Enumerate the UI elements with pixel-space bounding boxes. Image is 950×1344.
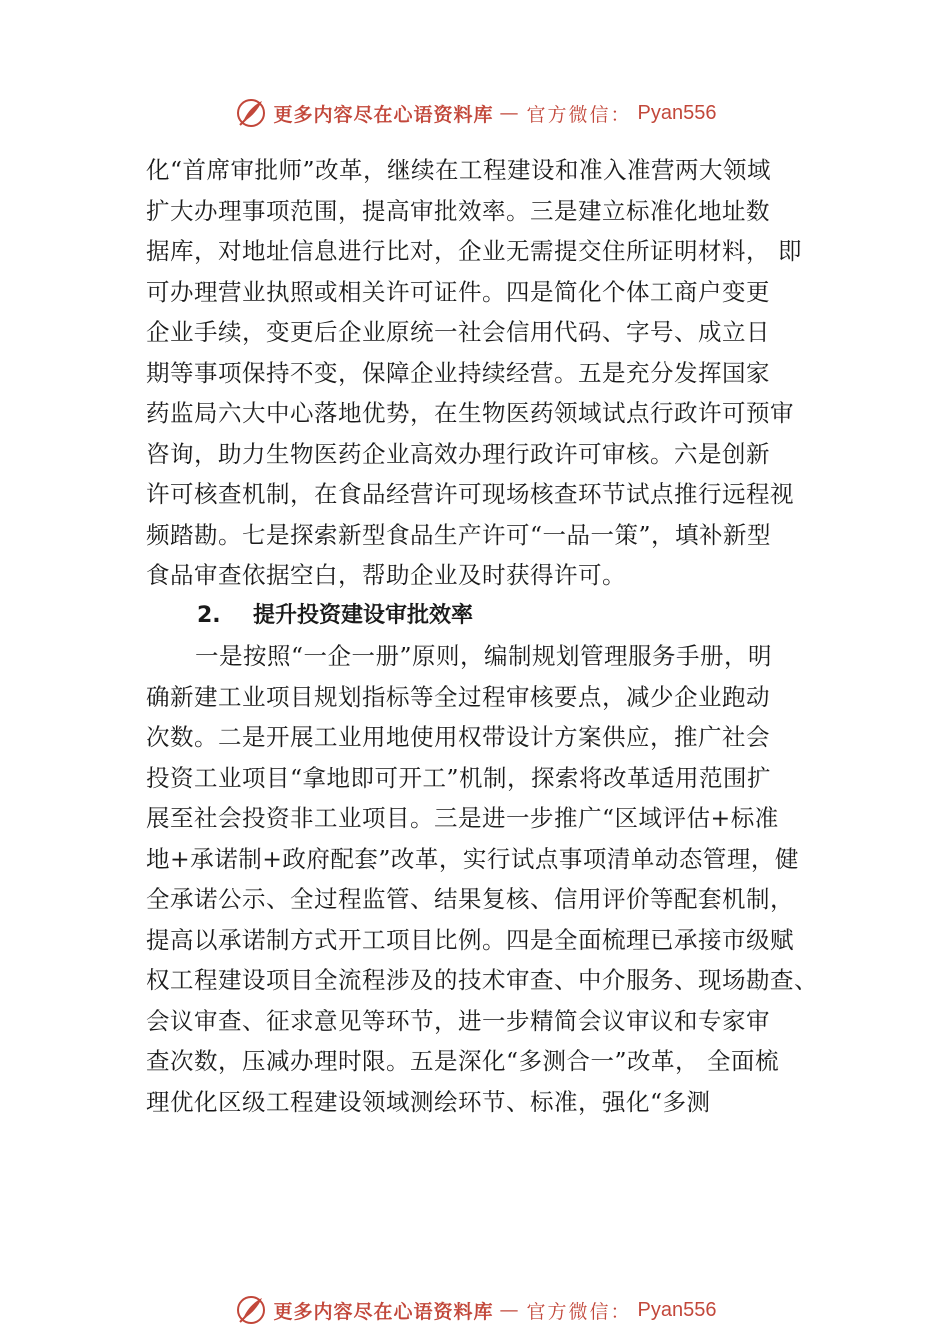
header-wechat-label: 官方微信： — [526, 103, 632, 126]
text-line: 投资工业项目“拿地即可开工”机制，探索将改革适用范围扩 — [146, 763, 772, 792]
text-line: 食品审查依据空白，帮助企业及时获得许可。 — [146, 561, 626, 589]
text-line: 查次数，压减办理时限。五是深化“多测合一”改革， 全面梳 — [146, 1047, 779, 1075]
quill-pen-logo-icon — [234, 96, 268, 130]
text-line: 一是按照“一企一册”原则，编制规划管理服务手册，明 — [195, 642, 773, 670]
text-line: 频踏勘。七是探索新型食品生产许可“一品一策”，填补新型 — [146, 520, 772, 549]
text-line: 提高以承诺制方式开工项目比例。四是全面梳理已承接市级赋 — [146, 925, 794, 954]
document-body — [146, 150, 836, 1122]
text-line: 确新建工业项目规划指标等全过程审核要点，减少企业跑动 — [146, 682, 770, 711]
text-line: 企业手续，变更后企业原统一社会信用代码、字号、成立日 — [146, 318, 770, 346]
text-line: 全承诺公示、全过程监管、结果复核、信用评价等配套机制， — [146, 885, 794, 913]
text-line: 权工程建设项目全流程涉及的技术审查、中介服务、现场勘查、 — [146, 966, 818, 994]
text-line: 可办理营业执照或相关许可证件。四是简化个体工商户变更 — [146, 277, 770, 306]
text-line: 期等事项保持不变，保障企业持续经营。五是充分发挥国家 — [146, 358, 770, 387]
text-line: 扩大办理事项范围，提高审批效率。三是建立标准化地址数 — [146, 196, 770, 225]
text-line: 会议审查、征求意见等环节，进一步精简会议审议和专家审 — [146, 1006, 770, 1035]
paragraph-2 — [146, 636, 836, 1122]
section-title: 提升投资建设审批效率 — [253, 602, 474, 628]
section-heading — [146, 596, 836, 637]
text-line: 药监局六大中心落地优势，在生物医药领域试点行政许可预审 — [146, 399, 794, 427]
text-line: 理优化区级工程建设领域测绘环节、标准，强化“多测 — [146, 1087, 711, 1116]
footer-brand-text: 更多内容尽在心语资料库 — [273, 1300, 494, 1323]
header-banner — [0, 93, 950, 133]
header-separator: — — [499, 102, 521, 124]
paragraph-1 — [146, 150, 836, 596]
header-wechat-id: Pyan556 — [637, 101, 717, 124]
text-line: 许可核查机制，在食品经营许可现场核查环节试点推行远程视 — [146, 480, 794, 508]
text-line: 展至社会投资非工业项目。三是进一步推广“区域评估+标准 — [146, 804, 779, 832]
text-line: 据库，对地址信息进行比对，企业无需提交住所证明材料， 即 — [146, 237, 802, 265]
footer-wechat-id: Pyan556 — [637, 1298, 717, 1321]
footer-separator: — — [499, 1299, 521, 1321]
header-brand-text: 更多内容尽在心语资料库 — [273, 103, 494, 126]
text-line: 次数。二是开展工业用地使用权带设计方案供应，推广社会 — [146, 723, 770, 751]
footer-banner — [0, 1290, 950, 1330]
footer-wechat-label: 官方微信： — [526, 1300, 632, 1323]
text-line: 地+承诺制+政府配套”改革，实行试点事项清单动态管理，健 — [146, 844, 799, 873]
quill-pen-logo-icon — [234, 1293, 268, 1327]
text-line: 化“首席审批师”改革，继续在工程建设和准入准营两大领域 — [146, 156, 772, 184]
section-number: 2. — [197, 602, 221, 628]
text-line: 咨询，助力生物医药企业高效办理行政许可审核。六是创新 — [146, 439, 770, 468]
